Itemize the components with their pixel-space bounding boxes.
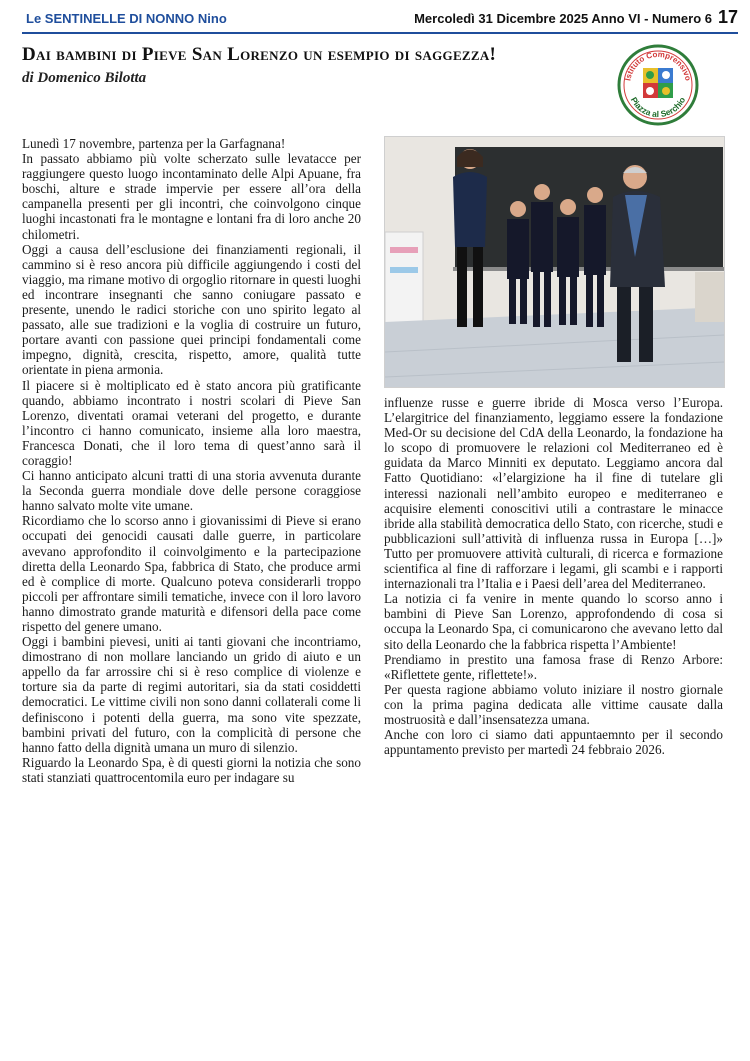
issue-info: Mercoledì 31 Dicembre 2025 Anno VI - Numero 6 (414, 11, 712, 26)
article-left-column (22, 136, 361, 785)
paragraph: influenze russe e guerre ibride di Mosca verso l’Europa. L’elargitrice del finanziamento, leggiamo essere la fondazione Med-Or su decisione del CdA della Leonardo, la fondazione ha lo scopo di promuovere le relazioni col Mediterraneo ed è guidata da Marco Minniti ex deputato. Leggiamo ancora dal Fatto Quotidiano: «l’elargizione ha il fine di tutelare gli interessi nazionali nell’ambito europeo e mediterraneo e acquisire elementi conoscitivi utili a contrastare le minacce ibride alla stabilità democratica dello Stato, con ricerche, studi e pubblicazioni sull’attività di influenza russa in Europa […]» Tutto per promuovere attività culturali, di ricerca e formazione scientifica al fine di rafforzare i legami, gli scambi e i rapporti internazionali tra l’Italia e i Paesi dell’area del Mediterraneo. (384, 395, 723, 592)
publication-name: Le SENTINELLE DI NONNO Nino (26, 11, 227, 26)
paragraph: Ricordiamo che lo scorso anno i giovanissimi di Pieve si erano occupati dei genocidi causati dalle guerre, in particolare avevano approfondito il coinvolgimento e la partecipazione diretta della Leonardo Spa, fabbrica di Stato, che produce armi ed è complice di morte. Qualcuno poteva considerarli troppo piccoli per affrontare simili tematiche, invece con il loro lavoro hanno dimostrato grande maturità e difensori della pace come rispetto del genere umano. (22, 513, 361, 634)
paragraph: Per questa ragione abbiamo voluto iniziare il nostro giornale con la prima pagina dedicata alle vittime causate dalla mostruosità e dall’insensatezza umana. (384, 681, 723, 727)
paragraph: Lunedì 17 novembre, partenza per la Garfagnana! (22, 136, 286, 151)
masthead-divider (22, 32, 738, 34)
paragraph: Il piacere si è moltiplicato ed è stato ancora più gratificante quando, abbiamo incontrato i nostri scolari di Pieve San Lorenzo, diventati oramai veterani del progetto, e durante l’incontro ci hanno comunicato, insieme alla loro maestra, Francesca Donati, che il loro tema di quest’anno sarà il coraggio! (22, 377, 361, 468)
class-group-photo (384, 136, 725, 388)
paragraph: La notizia ci fa venire in mente quando lo scorso anno i bambini di Pieve San Lorenzo, approfondendo di cosa si occupa la Leonardo Spa, ci comunicarono che avevano letto dal sito della Leonardo che la fabbrica rispetta l’Ambiente! (384, 591, 723, 652)
paragraph: Oggi a causa dell’esclusione dei finanziamenti regionali, il cammino si è reso ancora più difficile aggiungendo i costi del viaggio, ma rimane motivo di orgoglio ritornare in questi luoghi ed incontrare insegnanti che sanno coniugare passato e presente, unendo le radici storiche con uno spirito legato al passato, alle sue tradizioni e la voglia di costruire un futuro, portare avanti con passione quei principi fondamentali come impegno, dignità, crescita, rispetto, amore, qualità tutte orientate in piena armonia. (22, 241, 361, 378)
page-number: 17 (717, 7, 738, 27)
paragraph: Ci hanno anticipato alcuni tratti di una storia avvenuta durante la Seconda guerra mondiale dove delle persone coraggiose hanno salvato molte vite umane. (22, 468, 361, 514)
paragraph: Oggi i bambini pievesi, uniti ai tanti giovani che incontriamo, dimostrano di non mollare lanciando un grido di aiuto e un appello da far arrossire chi si è reso complice di violenze e torture sia da parte di regimi autoritari, sia da stati cosiddetti democratici. Le vittime civili non sono danni collaterali come li definiscono i potenti della guerra, ma sono vite spezzate, bambini privati del futuro, con la complicità di persone che hanno fatto della dignità umana un muro di silenzio. (22, 634, 361, 755)
masthead (22, 7, 738, 33)
paragraph: Anche con loro ci siamo dati appuntaemnto per il secondo appuntamento previsto per martedì 24 febbraio 2026. (384, 727, 723, 758)
logo-top-text: Istituto Comprensivo (623, 49, 693, 82)
paragraph: In passato abbiamo più volte scherzato sulle levatacce per raggiungere questo luogo incontaminato delle Alpi Apuane, fra boschi, alture e strade impervie per essere all’ora della campanella presenti per gli incontri, che coinvolgono cinque luoghi incastonati fra le montagne e lontani fra di loro anche 20 chilometri. (22, 151, 361, 242)
logo-bottom-text: Piazza al Serchio (628, 95, 688, 120)
paragraph: Riguardo la Leonardo Spa, è di questi giorni la notizia che sono stati stanziati quattrocentomila euro per indagare su (22, 754, 361, 785)
article-right-column (384, 395, 723, 757)
article-title: Dai bambini di Pieve San Lorenzo un esempio di saggezza! (22, 44, 497, 65)
paragraph: Prendiamo in prestito una famosa frase di Renzo Arbore: «Riflettete gente, riflettete!». (384, 651, 723, 682)
article-byline: di Domenico Bilotta (22, 70, 147, 86)
school-emblem-icon (617, 44, 699, 126)
